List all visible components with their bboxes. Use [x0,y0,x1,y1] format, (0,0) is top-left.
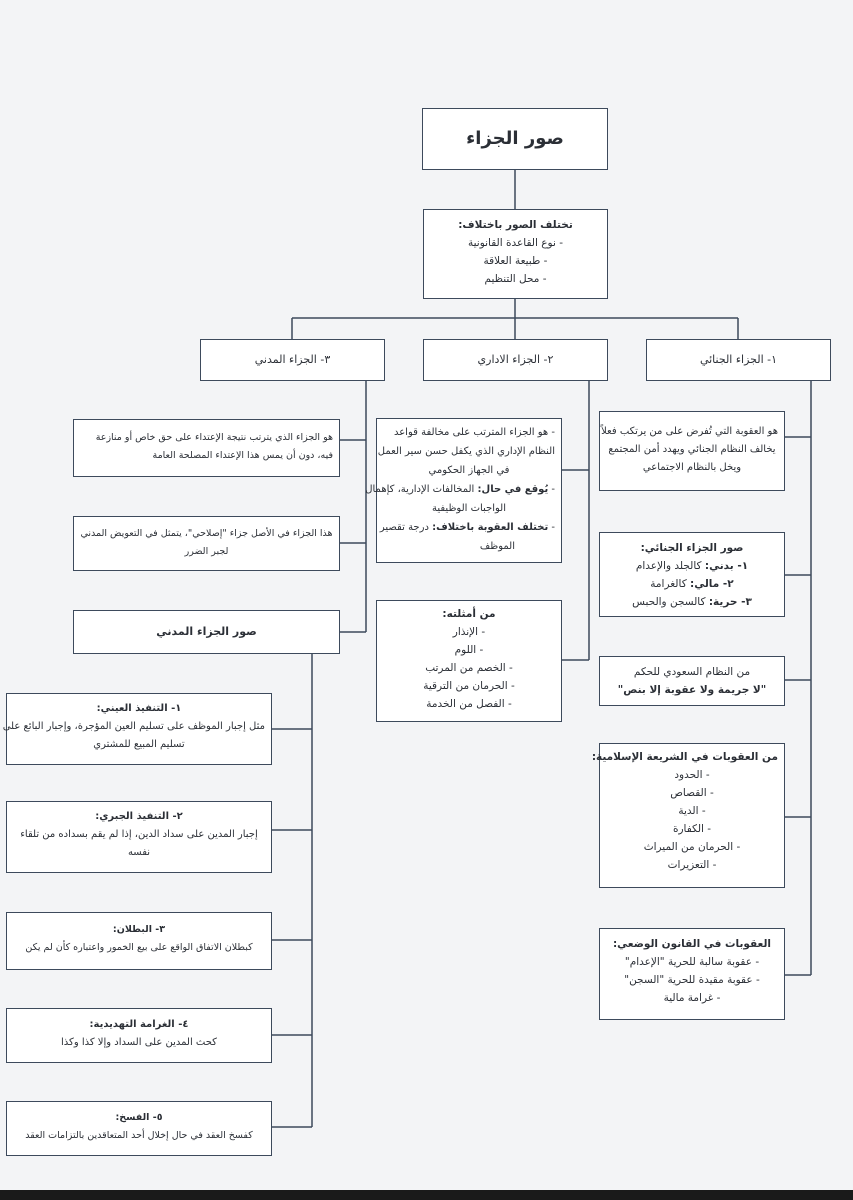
admin-def-text: الواجبات الوظيفية [431,503,506,514]
criminal-form-text: كالغرامة [650,578,691,590]
branch-admin-label: ٢- الجزاء الاداري [477,353,554,366]
civil-forms-title-box [73,610,340,654]
civil-form-box [6,1101,272,1156]
criminal-forms-box [599,532,785,617]
positive-law-item: - غرامة مالية [663,992,721,1004]
civil-nature-line: هذا الجزاء في الأصل جزاء "إصلاحي"، يتمثل في التعويض المدني [80,528,333,539]
admin-example-item: - الفصل من الخدمة [426,698,512,710]
admin-example-item: - الخصم من المرتب [425,662,513,674]
admin-example-item: - الحرمان من الترقية [423,680,515,692]
civil-form-line: كفسخ العقد في حال إخلال أحد المتعاقدين بالتزامات العقد [25,1130,253,1141]
admin-example-item: - الإنذار [452,626,486,638]
sharia-item: - القصاص [670,787,714,799]
admin-def-line [383,537,555,556]
criminal-form-item [606,557,778,575]
criminal-form-label: ٣- حرية: [708,596,752,608]
civil-form-line: كبطلان الاتفاق الواقع على بيع الخمور واعتباره كأن لم يكن [25,942,253,953]
admin-def-line [365,480,555,499]
admin-def-label: يُوقع في حال: [477,484,549,495]
saudi-system-quote: "لا جريمة ولا عقوبة إلا بنص" [617,684,767,696]
civil-definition-line: فيه، دون أن يمس هذا الإعتداء المصلحة العامة [152,450,333,461]
branch-admin-box [423,339,608,381]
bottom-edge [0,1190,853,1200]
civil-form-box [2,693,272,765]
civil-form-line: نفسه [127,847,151,858]
criminal-form-label: ٢- مالي: [690,578,734,590]
civil-form-heading: ٣- البطلان: [112,924,166,935]
sharia-heading: من العقوبات في الشريعة الإسلامية: [591,751,778,763]
criminal-forms-heading: صور الجزاء الجنائي: [640,542,744,554]
civil-definition-line: هو الجزاء الذي يترتب نتيجة الإعتداء على حق خاص أو منازعة [95,432,333,443]
criteria-box [423,209,608,299]
civil-form-box [6,801,272,873]
criteria-item: - نوع القاعدة القانونية [467,237,563,249]
root-title: صور الجزاء [466,128,564,149]
admin-def-line [383,461,555,480]
positive-law-heading: العقوبات في القانون الوضعي: [612,938,772,950]
civil-definition-box [73,419,340,477]
admin-def-prefix: - [548,522,555,533]
admin-def-text: هو الجزاء المترتب على مخالفة قواعد [393,427,549,438]
admin-def-text: في الجهاز الحكومي [428,465,510,476]
admin-definition-box [365,418,562,563]
civil-form-heading: ١- التنفيذ العيني: [96,703,182,714]
saudi-system-line: من النظام السعودي للحكم [633,666,751,678]
root-title-box [422,108,608,170]
civil-form-heading: ٥- الفسخ: [115,1112,163,1123]
admin-def-text: الموظف [479,541,515,552]
criminal-form-label: ١- بدني: [704,560,749,572]
civil-form-heading: ٤- الغرامة التهديدية: [89,1019,189,1030]
civil-nature-line: لجبر الضرر [184,546,229,557]
saudi-system-box [599,656,785,706]
criminal-definition-line: ويخل بالنظام الاجتماعي [642,462,742,473]
admin-examples-heading: من أمثلته: [442,608,496,620]
branch-civil-box [200,339,385,381]
criminal-form-text: كالجلد والإعدام [635,560,705,572]
civil-nature-box [73,516,340,571]
sharia-box [591,743,785,888]
sharia-item: - الدية [678,805,706,817]
criminal-form-item [606,575,778,593]
sharia-item: - الكفارة [672,823,712,835]
branch-criminal-label: ١- الجزاء الجنائي [699,353,778,366]
sharia-item: - الحرمان من الميراث [643,841,741,853]
criminal-form-item [606,593,778,611]
admin-def-prefix: - [548,484,555,495]
civil-form-box [6,912,272,970]
admin-example-item: - اللوم [454,644,484,656]
branch-civil-label: ٣- الجزاء المدني [254,353,331,366]
admin-def-label: تختلف العقوبة باختلاف: [432,522,549,533]
branch-criminal-box [646,339,831,381]
criteria-item: - طبيعة العلاقة [483,255,548,267]
admin-examples-box [376,600,562,722]
admin-def-line [379,518,555,537]
admin-def-line [383,423,555,442]
criminal-definition-box [599,411,785,491]
criteria-item: - محل التنظيم [484,273,547,285]
civil-form-heading: ٢- التنفيذ الجبري: [95,811,183,822]
admin-def-line [377,442,555,461]
civil-form-line: كحث المدين على السداد وإلا كذا وكذا [61,1037,217,1048]
sharia-item: - الحدود [674,769,710,781]
criminal-definition-line: هو العقوبة التي تُفرض على من يرتكب فعلاً [601,426,778,437]
civil-form-line: إجبار المدين على سداد الدين، إذا لم يقم بسداده من تلقاء [20,829,258,840]
civil-form-line: تسليم المبيع للمشتري [93,739,185,750]
positive-law-box [599,928,785,1020]
admin-def-text: النظام الإداري الذي يكفل حسن سير العمل [377,446,555,457]
civil-forms-title: صور الجزاء المدني [156,625,257,638]
civil-form-box [6,1008,272,1063]
criminal-definition-line: يخالف النظام الجنائي ويهدد أمن المجتمع [608,444,776,455]
admin-def-prefix: - [548,427,555,438]
admin-def-text: درجة تقصير [379,522,433,533]
criminal-form-text: كالسجن والحبس [632,596,709,608]
admin-def-line [383,499,555,518]
criteria-heading: تختلف الصور باختلاف: [458,219,573,231]
positive-law-item: - عقوبة سالبة للحرية "الإعدام" [624,956,760,968]
positive-law-item: - عقوبة مقيدة للحرية "السجن" [624,974,760,986]
sharia-item: - التعزيرات [667,859,717,871]
admin-def-text: المخالفات الإدارية، كإهمال [365,484,478,495]
civil-form-line: مثل إجبار الموظف على تسليم العين المؤجرة، وإجبار البائع على [2,721,265,732]
